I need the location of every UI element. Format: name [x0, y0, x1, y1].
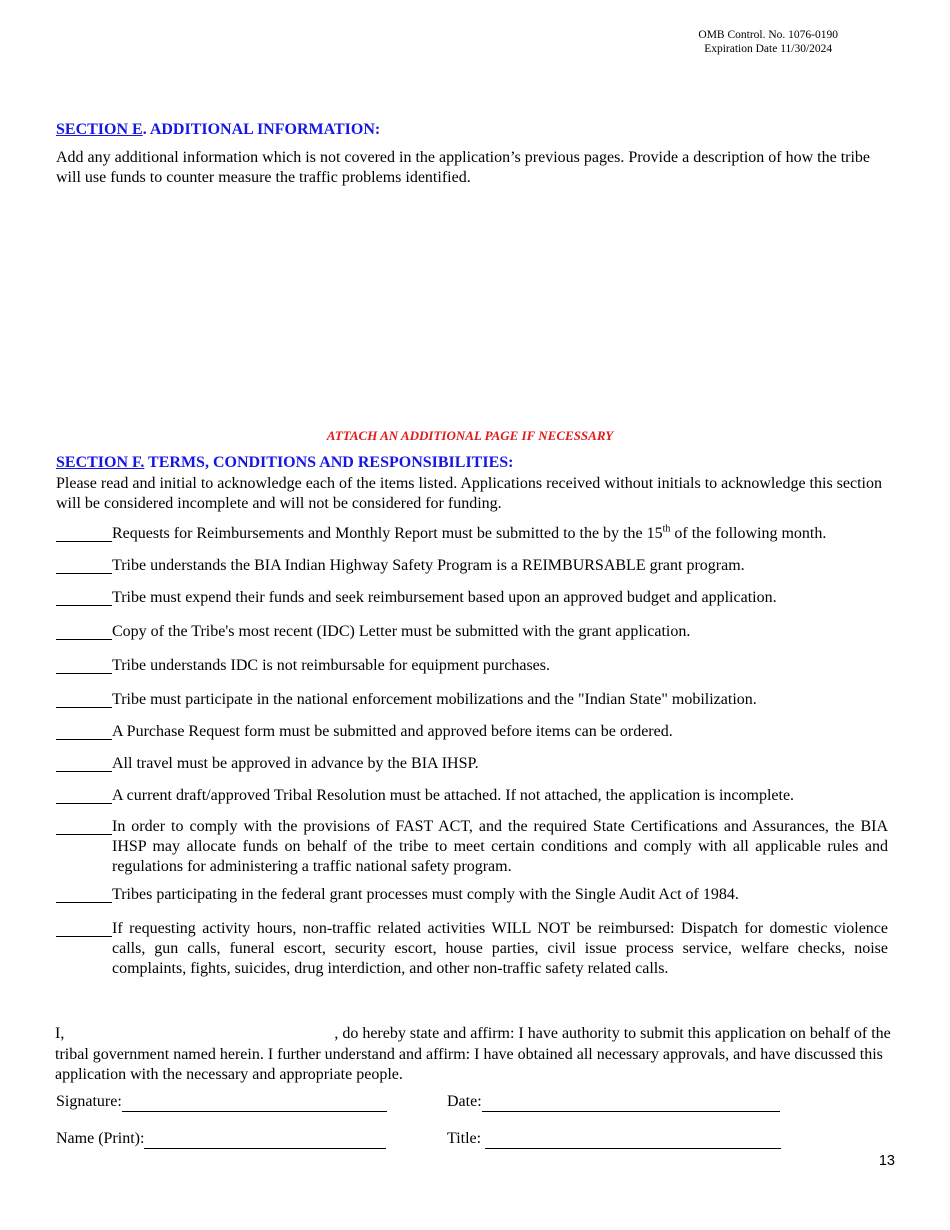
name-print-label: Name (Print): — [56, 1130, 145, 1147]
initials-blank[interactable] — [56, 656, 112, 674]
initials-blank[interactable] — [56, 754, 112, 772]
term-item — [56, 722, 888, 742]
term-text: If requesting activity hours, non-traffic related activities WILL NOT be reimbursed: Dispatch for domestic violence calls, gun calls, funeral escort, security escort, house parties, civil issue process service, welfare checks, noise complaints, fights, suicides, drug interdiction, and other non-traffic safety related calls. — [112, 920, 888, 977]
omb-control-number: OMB Control. No. 1076-0190 — [698, 29, 838, 41]
term-item — [56, 588, 888, 608]
section-f-instructions: Please read and initial to acknowledge each of the items listed. Applications received without initials to acknowledge this section will be considered incomplete and will not be considered for funding. — [56, 475, 882, 512]
initials-blank[interactable] — [56, 786, 112, 804]
term-text: Tribe understands IDC is not reimbursable for equipment purchases. — [112, 657, 550, 674]
expiration-date: Expiration Date 11/30/2024 — [704, 43, 833, 55]
term-text: All travel must be approved in advance by the BIA IHSP. — [112, 755, 479, 772]
term-item — [56, 656, 888, 676]
title-label: Title: — [447, 1130, 486, 1147]
name-print-field[interactable] — [144, 1131, 386, 1149]
term-item — [56, 786, 888, 806]
initials-blank[interactable] — [56, 556, 112, 574]
date-row — [447, 1092, 780, 1112]
term-text: In order to comply with the provisions of FAST ACT, and the required State Certifications and Assurances, the BIA IHSP may allocate funds on behalf of the tribe to meet certain conditions and comply with all applicable rules and regulations for administering a traffic national safety program. — [112, 818, 888, 875]
initials-blank[interactable] — [56, 722, 112, 740]
term-text: Tribe understands the BIA Indian Highway Safety Program is a REIMBURSABLE grant program. — [112, 557, 745, 574]
initials-blank[interactable] — [56, 919, 112, 937]
title-row — [447, 1129, 781, 1149]
page-number: 13 — [878, 1153, 895, 1169]
section-f-title: TERMS, CONDITIONS AND RESPONSIBILITIES: — [144, 454, 514, 471]
term-text: Copy of the Tribe's most recent (IDC) Letter must be submitted with the grant application. — [112, 623, 691, 640]
term-text: A Purchase Request form must be submitted and approved before items can be ordered. — [112, 723, 673, 740]
attach-page-note: ATTACH AN ADDITIONAL PAGE IF NECESSARY — [326, 428, 614, 443]
section-f-heading — [56, 454, 513, 472]
term-text: Tribes participating in the federal grant processes must comply with the Single Audit Act of 1984. — [112, 886, 739, 903]
term-item — [56, 556, 888, 576]
term-text: Tribe must expend their funds and seek reimbursement based upon an approved budget and application. — [112, 589, 777, 606]
term-item — [56, 690, 888, 710]
term-item — [56, 622, 888, 642]
initials-blank[interactable] — [56, 524, 112, 542]
section-e-title: . ADDITIONAL INFORMATION: — [142, 121, 381, 138]
term-item — [56, 885, 888, 905]
initials-blank[interactable] — [56, 817, 112, 835]
affirmation-start: I, — [55, 1025, 65, 1042]
name-print-row — [56, 1129, 386, 1149]
initials-blank[interactable] — [56, 588, 112, 606]
term-text: Tribe must participate in the national enforcement mobilizations and the "Indian State" mobilization. — [112, 691, 757, 708]
signature-field[interactable] — [122, 1094, 387, 1112]
initials-blank[interactable] — [56, 885, 112, 903]
date-label: Date: — [447, 1093, 482, 1110]
term-text: A current draft/approved Tribal Resolution must be attached. If not attached, the application is incomplete. — [112, 787, 795, 804]
section-e-label: SECTION E — [56, 121, 143, 138]
term-item — [56, 524, 888, 544]
initials-blank[interactable] — [56, 690, 112, 708]
initials-blank[interactable] — [56, 622, 112, 640]
affirmation-text: , do hereby state and affirm: I have authority to submit this application on behalf of the tribal government named herein. I further understand and affirm: I have obtained all necessary approvals, and have discussed this application with the necessary and appropriate people. — [55, 1025, 891, 1083]
title-field[interactable] — [485, 1131, 781, 1149]
term-text: Requests for Reimbursements and Monthly Report must be submitted to the by the 15th of the following month. — [112, 523, 827, 542]
signature-row — [56, 1092, 387, 1112]
affirmation-statement — [55, 1024, 891, 1086]
term-item — [56, 817, 888, 877]
section-e-instructions: Add any additional information which is not covered in the application’s previous pages. Provide a description of how the tribe will use funds to counter measure the traffic problems identified. — [56, 149, 871, 186]
date-field[interactable] — [482, 1094, 780, 1112]
term-item — [56, 754, 888, 774]
section-f-label: SECTION F. — [56, 454, 145, 471]
signature-label: Signature: — [56, 1093, 122, 1110]
term-item — [56, 919, 888, 979]
section-e-heading — [56, 121, 380, 139]
omb-control-block — [698, 28, 838, 56]
